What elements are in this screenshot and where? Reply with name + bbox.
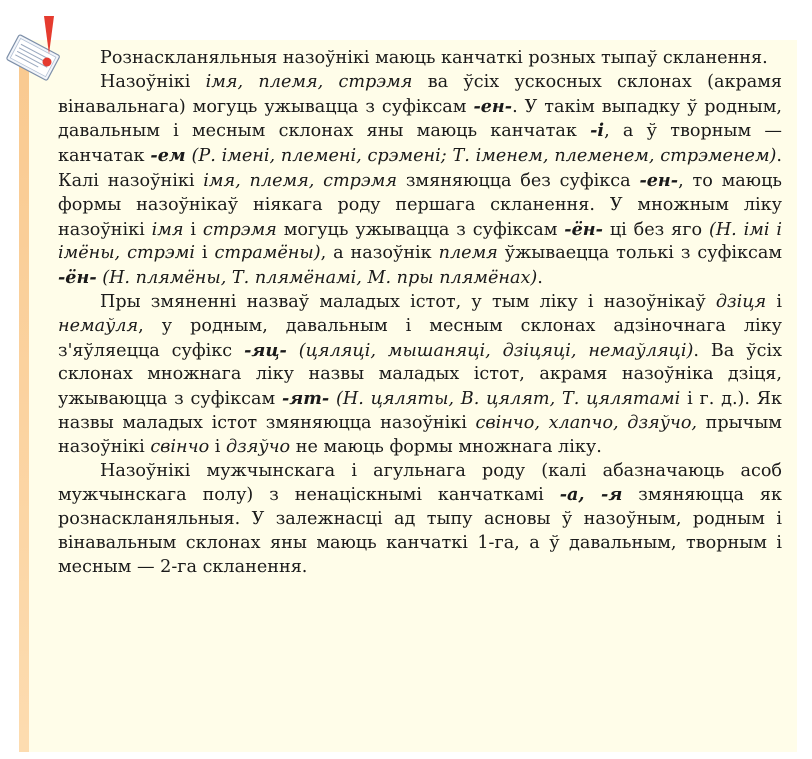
text-run: змяняюцца як рознаскланяльныя. У залежнасці ад тыпу асновы ў назоўным, родным і вінавальным склонах яны маюць канчаткі 1-га, а ў давальным, творным і месным — 2-га скланення. — [58, 485, 782, 577]
bold-italic-run: -і — [590, 120, 605, 142]
text-run: . У такім выпадку ў родным, давальным і месным склонах яны маюць канчатак — [58, 96, 782, 142]
bold-italic-run: -ён- — [58, 267, 97, 289]
paragraph — [58, 71, 782, 291]
text-run: . Калі назоўнікі — [58, 146, 782, 191]
text-run: і г. д.). Як назвы маладых істот змяняюцца назоўнікі — [58, 389, 782, 433]
text-run: ці без яго — [602, 219, 709, 240]
italic-run: немаўля — [58, 315, 139, 336]
italic-run: свінчо, хлапчо, дзяўчо, — [475, 412, 698, 433]
text-run: Рознаскланяльныя назоўнікі маюць канчаткі розных тыпаў скланення. — [100, 48, 768, 68]
text-run: , у родным, давальным і месным склонах адзіночнага ліку з'яўляецца суфікс — [58, 315, 782, 361]
italic-run: (Н. плямёны, Т. плямёнамі, М. пры плямёнах) — [96, 268, 538, 289]
bold-italic-run: -ён- — [564, 218, 603, 240]
paragraph — [58, 291, 782, 460]
text-run: не маюць формы множнага ліку. — [290, 436, 602, 457]
sidebar-stripe — [19, 40, 29, 752]
italic-run: (Н. імі і імёны, стрэмі — [58, 219, 783, 264]
text-run: і — [194, 243, 215, 264]
text-run: і — [209, 436, 226, 457]
text-run: Назоўнікі — [100, 71, 206, 92]
text-run: Пры змяненні назваў маладых істот, у тым ліку і назоўнікаў — [100, 291, 716, 312]
text-run: могуць ужывацца з суфіксам — [276, 219, 565, 240]
text-run: , то маюць формы назоўнікаў ніякага роду першага скланення. У множным ліку назоўнікі — [58, 170, 782, 240]
bold-italic-run: -ем — [150, 145, 186, 167]
text-run: ўжываецца толькі з суфіксам — [497, 243, 783, 264]
italic-run: (Н. цяляты, В. цялят, Т. цялятамі — [329, 389, 681, 410]
text-run: . Ва ўсіх склонах множнага ліку назвы маладых істот, акрамя назоўніка дзіця, ужываюцца з суфіксам — [58, 340, 783, 410]
text-run: ва ўсіх ускосных склонах (акрамя вінавальнага) могуць ужывацца з суфіксам — [58, 71, 782, 117]
italic-run: (Р. імені, племені, срэмені; Т. іменем, племенем, стрэменем) — [185, 146, 777, 167]
article-text — [58, 47, 782, 580]
bold-italic-run: -ен- — [639, 169, 679, 191]
text-run: . — [537, 268, 543, 289]
italic-run: імя — [151, 219, 184, 240]
bold-italic-run: -ен- — [473, 95, 513, 117]
text-run: , а назоўнік — [320, 243, 439, 264]
italic-run: свінчо — [150, 436, 210, 457]
italic-run: імя, племя, стрэмя — [203, 170, 398, 191]
bold-italic-run: -а, -я — [559, 484, 623, 506]
text-run: змяняюцца без суфікса — [397, 170, 640, 191]
bold-italic-run: -ят- — [282, 388, 330, 410]
italic-run: страмёны) — [214, 243, 321, 264]
italic-run: імя, племя, стрэмя — [205, 71, 413, 92]
text-run: , а ў творным — канчатак — [58, 121, 782, 167]
italic-run: дзіця — [715, 291, 767, 312]
italic-run: (цяляці, мышаняці, дзіцяці, немаўляці) — [286, 340, 694, 361]
italic-run: племя — [438, 243, 498, 264]
text-run: Назоўнікі мужчынскага і агульнага роду (калі абазначаюць асоб мужчынскага полу) з ненаціскнымі канчаткамі — [58, 460, 782, 506]
bold-italic-run: -яц- — [244, 339, 287, 361]
paragraph — [58, 47, 782, 71]
italic-run: дзяўчо — [226, 436, 291, 457]
text-run: і — [183, 219, 203, 240]
text-run: і — [766, 291, 782, 312]
italic-run: стрэмя — [202, 219, 277, 240]
paragraph — [58, 460, 782, 580]
text-run: прычым назоўнікі — [58, 412, 782, 457]
